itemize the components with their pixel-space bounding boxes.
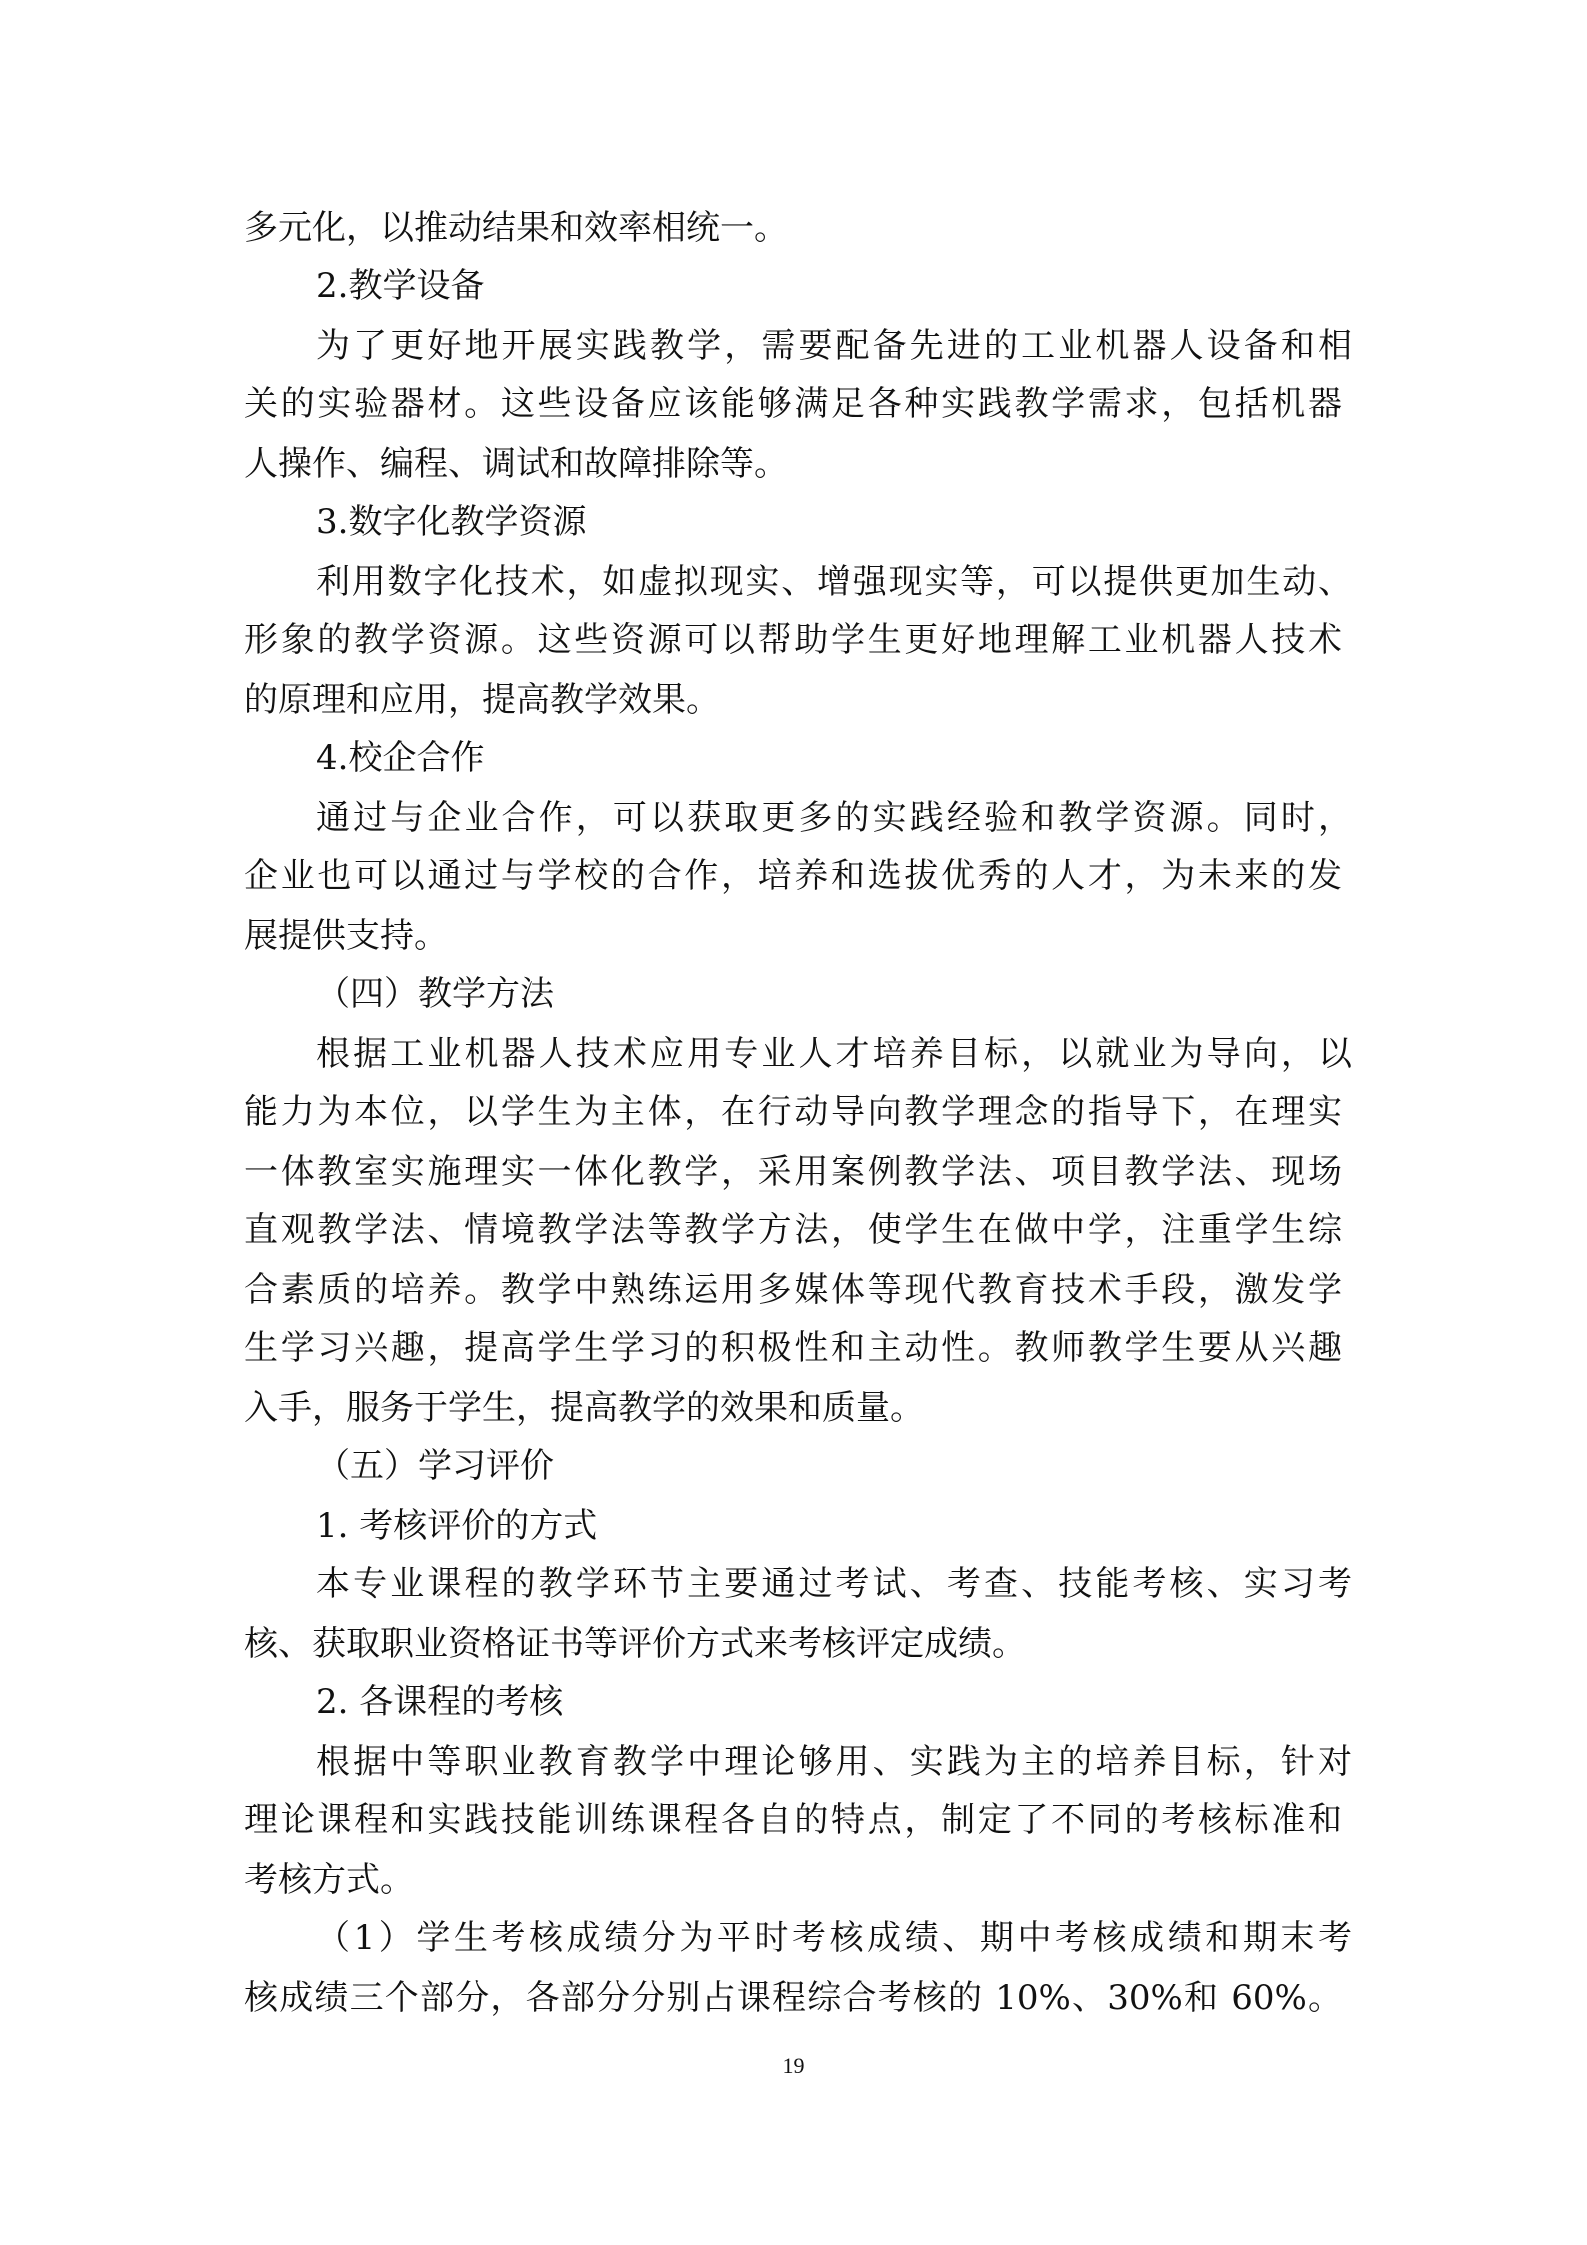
text-line-3: 为了更好地开展实践教学，需要配备先进的工业机器人设备和相 <box>316 326 1352 366</box>
text-line-8: 形象的教学资源。这些资源可以帮助学生更好地理解工业机器人技术 <box>244 620 1342 660</box>
text-line-28: 理论课程和实践技能训练课程各自的特点，制定了不同的考核标准和 <box>244 1800 1342 1840</box>
heading-learning-evaluation: （五）学习评价 <box>316 1446 554 1486</box>
page-number: 19 <box>782 2053 805 2078</box>
text-line-5: 人操作、编程、调试和故障排除等。 <box>244 444 788 484</box>
text-line-16: 能力为本位，以学生为主体，在行动导向教学理念的指导下，在理实 <box>244 1092 1342 1132</box>
heading-school-enterprise: 4.校企合作 <box>316 738 485 778</box>
heading-course-assessment: 2. 各课程的考核 <box>316 1682 564 1722</box>
text-line-9: 的原理和应用，提高教学效果。 <box>244 680 720 720</box>
text-line-24: 本专业课程的教学环节主要通过考试、考查、技能考核、实习考 <box>316 1564 1352 1604</box>
text-line-4: 关的实验器材。这些设备应该能够满足各种实践教学需求，包括机器 <box>244 384 1342 424</box>
text-line-31: 核成绩三个部分，各部分分别占课程综合考核的 10%、30%和 60%。 <box>244 1978 1342 2018</box>
heading-teaching-equipment: 2.教学设备 <box>316 266 485 306</box>
text-line-13: 展提供支持。 <box>244 916 448 956</box>
text-line-7: 利用数字化技术，如虚拟现实、增强现实等，可以提供更加生动、 <box>316 562 1352 602</box>
text-line-25: 核、获取职业资格证书等评价方式来考核评定成绩。 <box>244 1624 1026 1664</box>
heading-evaluation-method: 1. 考核评价的方式 <box>316 1506 598 1546</box>
text-line-19: 合素质的培养。教学中熟练运用多媒体等现代教育技术手段，激发学 <box>244 1270 1342 1310</box>
heading-digital-resources: 3.数字化教学资源 <box>316 502 587 542</box>
heading-teaching-methods: （四）教学方法 <box>316 974 554 1014</box>
text-line-21: 入手，服务于学生，提高教学的效果和质量。 <box>244 1388 924 1428</box>
text-line-15: 根据工业机器人技术应用专业人才培养目标，以就业为导向，以 <box>316 1034 1352 1074</box>
text-line-27: 根据中等职业教育教学中理论够用、实践为主的培养目标，针对 <box>316 1742 1352 1782</box>
text-line-20: 生学习兴趣，提高学生学习的积极性和主动性。教师教学生要从兴趣 <box>244 1328 1342 1368</box>
text-line-29: 考核方式。 <box>244 1860 414 1900</box>
text-line-12: 企业也可以通过与学校的合作，培养和选拔优秀的人才，为未来的发 <box>244 856 1342 896</box>
text-line-11: 通过与企业合作，可以获取更多的实践经验和教学资源。同时， <box>316 798 1352 838</box>
text-line-1: 多元化，以推动结果和效率相统一。 <box>244 208 788 248</box>
text-line-30: （1）学生考核成绩分为平时考核成绩、期中考核成绩和期末考 <box>316 1918 1352 1958</box>
text-line-18: 直观教学法、情境教学法等教学方法，使学生在做中学，注重学生综 <box>244 1210 1342 1250</box>
text-line-17: 一体教室实施理实一体化教学，采用案例教学法、项目教学法、现场 <box>244 1152 1342 1192</box>
